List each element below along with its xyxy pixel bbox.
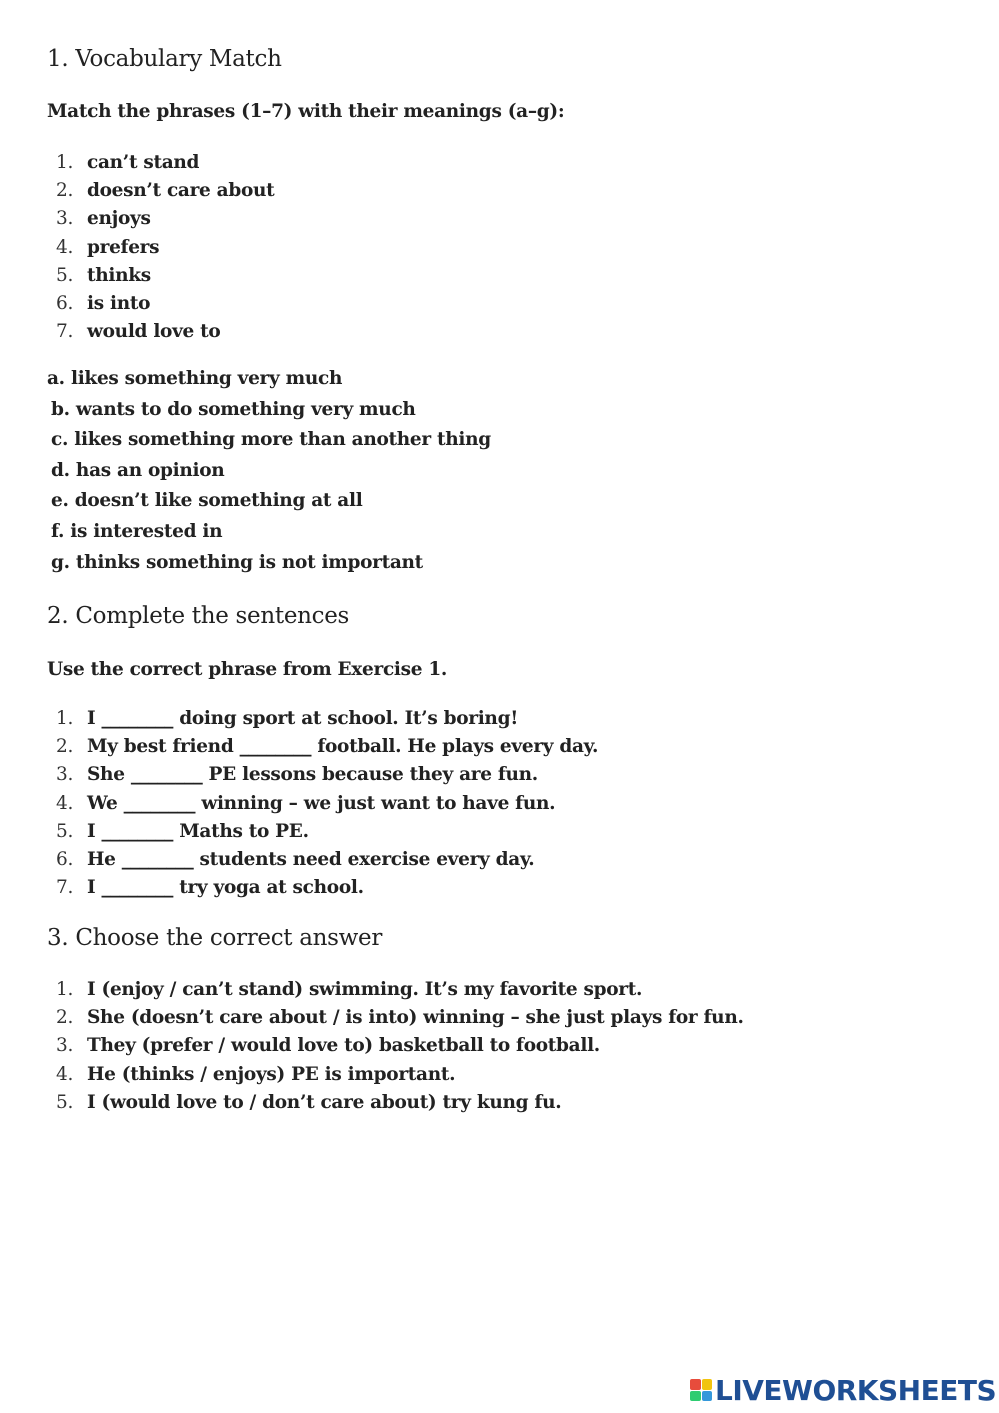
logo-block — [690, 1379, 701, 1390]
logo-blocks-icon — [690, 1379, 712, 1401]
logo-block — [690, 1391, 701, 1402]
logo-text: LIVEWORKSHEETS — [715, 1373, 997, 1407]
section3-heading: 3. Choose the correct answer — [47, 925, 383, 951]
section1-instruction: Match the phrases (1–7) with their meanings (a–g): — [47, 101, 565, 122]
section2-heading: 2. Complete the sentences — [47, 603, 350, 629]
logo-block — [702, 1391, 713, 1402]
logo-block — [702, 1379, 713, 1390]
section2-instruction: Use the correct phrase from Exercise 1. — [47, 659, 448, 680]
worksheet-page: 1. Vocabulary Match Match the phrases (1–7) with their meanings (a–g): 1. can’t stand 2. doesn’t care about 3. enjoys 4. prefers 5. thinks 6. is into 7. would love to a. likes something very much b. wants to do something very much c. likes something more than another thing d. has an opinion e. doesn’t like something at all f. is interested in g. thinks something is not important 2. Complete the sentences Use the correct phrase from Exercise 1. 1. I ________ doing sport at school. It’s boring! 2. My best friend ________ football. He plays every day. 3. She ________ PE lessons because they are fun. 4. We ________ winning – we just want to have fun. 5. I ________ Maths to PE. 6. He ________ students need exercise every day. 7. I ________ try yoga at school. 3. Choose the correct answer 1. I (enjoy / can’t stand) swimming. It’s my favorite sport. 2. She (doesn’t care about / is into) winning – she just plays for fun. 3. They (prefer / would love to) basketball to football. 4. He (thinks / enjoys) PE is important. 5. I (would love to / don’t care about) try kung fu. LIVEWORKSHEETS — [47, 46, 997, 1407]
liveworksheets-logo[interactable] — [690, 1372, 996, 1408]
section1-heading: 1. Vocabulary Match — [47, 46, 282, 72]
